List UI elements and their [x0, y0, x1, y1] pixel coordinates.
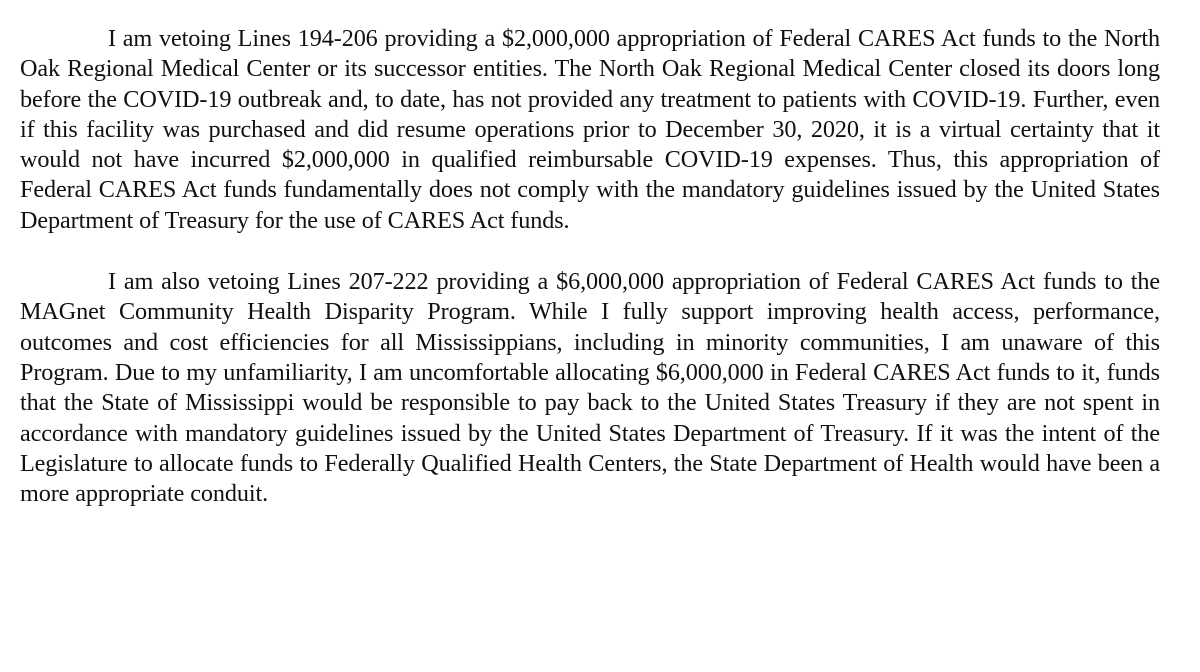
paragraph-north-oak-veto: I am vetoing Lines 194-206 providing a $2,000,000 appropriation of Federal CARES Act funds to the North Oak Regional Medical Center or its successor entities. The North Oak Regional Medical Center closed its doors long before the COVID-19 outbreak and, to date, has not provided any treatment to patients with COVID-19. Further, even if this facility was purchased and did resume operations prior to December 30, 2020, it is a virtual certainty that it would not have incurred $2,000,000 in qualified reimbursable COVID-19 expenses. Thus, this appropriation of Federal CARES Act funds fundamentally does not comply with the mandatory guidelines issued by the United States Department of Treasury for the use of CARES Act funds. [20, 25, 1160, 234]
paragraph-magnet-veto: I am also vetoing Lines 207-222 providing a $6,000,000 appropriation of Federal CARES Act funds to the MAGnet Community Health Disparity Program. While I fully support improving health access, performance, outcomes and cost efficiencies for all Mississippians, including in minority communities, I am unaware of this Program. Due to my unfamiliarity, I am uncomfortable allocating $6,000,000 in Federal CARES Act funds to it, funds that the State of Mississippi would be responsible to pay back to the United States Treasury if they are not spent in accordance with mandatory guidelines issued by the United States Department of Treasury. If it was the intent of the Legislature to allocate funds to Federally Qualified Health Centers, the State Department of Health would have been a more appropriate conduit. [20, 268, 1160, 508]
